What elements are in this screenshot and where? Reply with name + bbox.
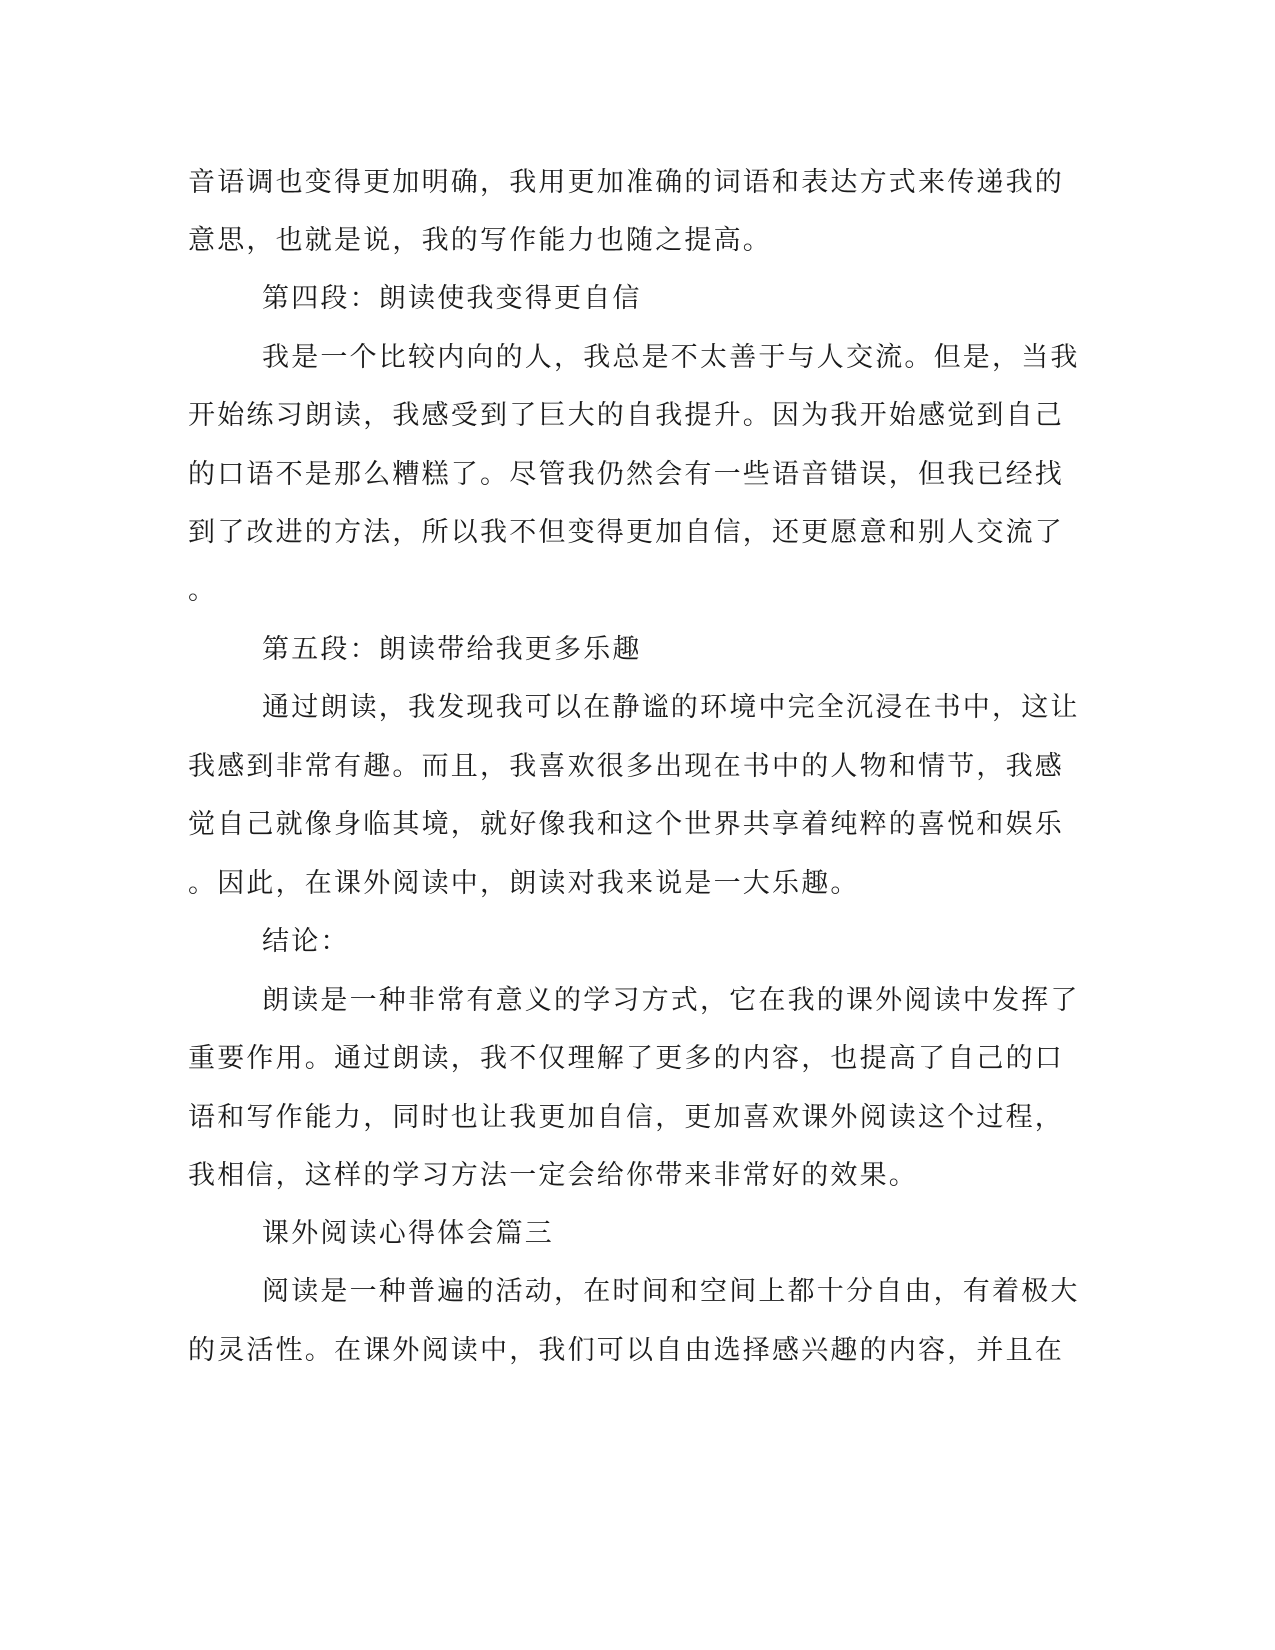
paragraph-line: 的口语不是那么糟糕了。尽管我仍然会有一些语音错误，但我已经找 bbox=[188, 459, 1064, 490]
section-heading: 课外阅读心得体会篇三 bbox=[262, 1218, 554, 1249]
section-heading: 第五段：朗读带给我更多乐趣 bbox=[262, 634, 642, 665]
paragraph-line: 我感到非常有趣。而且，我喜欢很多出现在书中的人物和情节，我感 bbox=[188, 751, 1064, 782]
paragraph-line: 重要作用。通过朗读，我不仅理解了更多的内容，也提高了自己的口 bbox=[188, 1043, 1064, 1074]
paragraph-line: 语和写作能力，同时也让我更加自信，更加喜欢课外阅读这个过程， bbox=[188, 1102, 1064, 1133]
paragraph-line: 意思，也就是说，我的写作能力也随之提高。 bbox=[188, 225, 772, 256]
section-heading: 第四段：朗读使我变得更自信 bbox=[262, 283, 642, 314]
paragraph-line: 朗读是一种非常有意义的学习方式，它在我的课外阅读中发挥了 bbox=[262, 985, 1080, 1016]
paragraph-line: 的灵活性。在课外阅读中，我们可以自由选择感兴趣的内容，并且在 bbox=[188, 1335, 1064, 1366]
section-heading: 结论： bbox=[262, 926, 350, 957]
paragraph-line: 我是一个比较内向的人，我总是不太善于与人交流。但是，当我 bbox=[262, 342, 1080, 373]
paragraph-line: 音语调也变得更加明确，我用更加准确的词语和表达方式来传递我的 bbox=[188, 167, 1064, 198]
paragraph-line: 到了改进的方法，所以我不但变得更加自信，还更愿意和别人交流了 bbox=[188, 517, 1064, 548]
paragraph-line: 觉自己就像身临其境，就好像我和这个世界共享着纯粹的喜悦和娱乐 bbox=[188, 809, 1064, 840]
paragraph-line: 我相信，这样的学习方法一定会给你带来非常好的效果。 bbox=[188, 1160, 918, 1191]
paragraph-line: 通过朗读，我发现我可以在静谧的环境中完全沉浸在书中，这让 bbox=[262, 692, 1080, 723]
paragraph-line: 。 bbox=[188, 575, 218, 606]
paragraph-line: 。因此，在课外阅读中，朗读对我来说是一大乐趣。 bbox=[188, 868, 860, 899]
paragraph-line: 开始练习朗读，我感受到了巨大的自我提升。因为我开始感觉到自己 bbox=[188, 400, 1064, 431]
paragraph-line: 阅读是一种普遍的活动，在时间和空间上都十分自由，有着极大 bbox=[262, 1276, 1080, 1307]
